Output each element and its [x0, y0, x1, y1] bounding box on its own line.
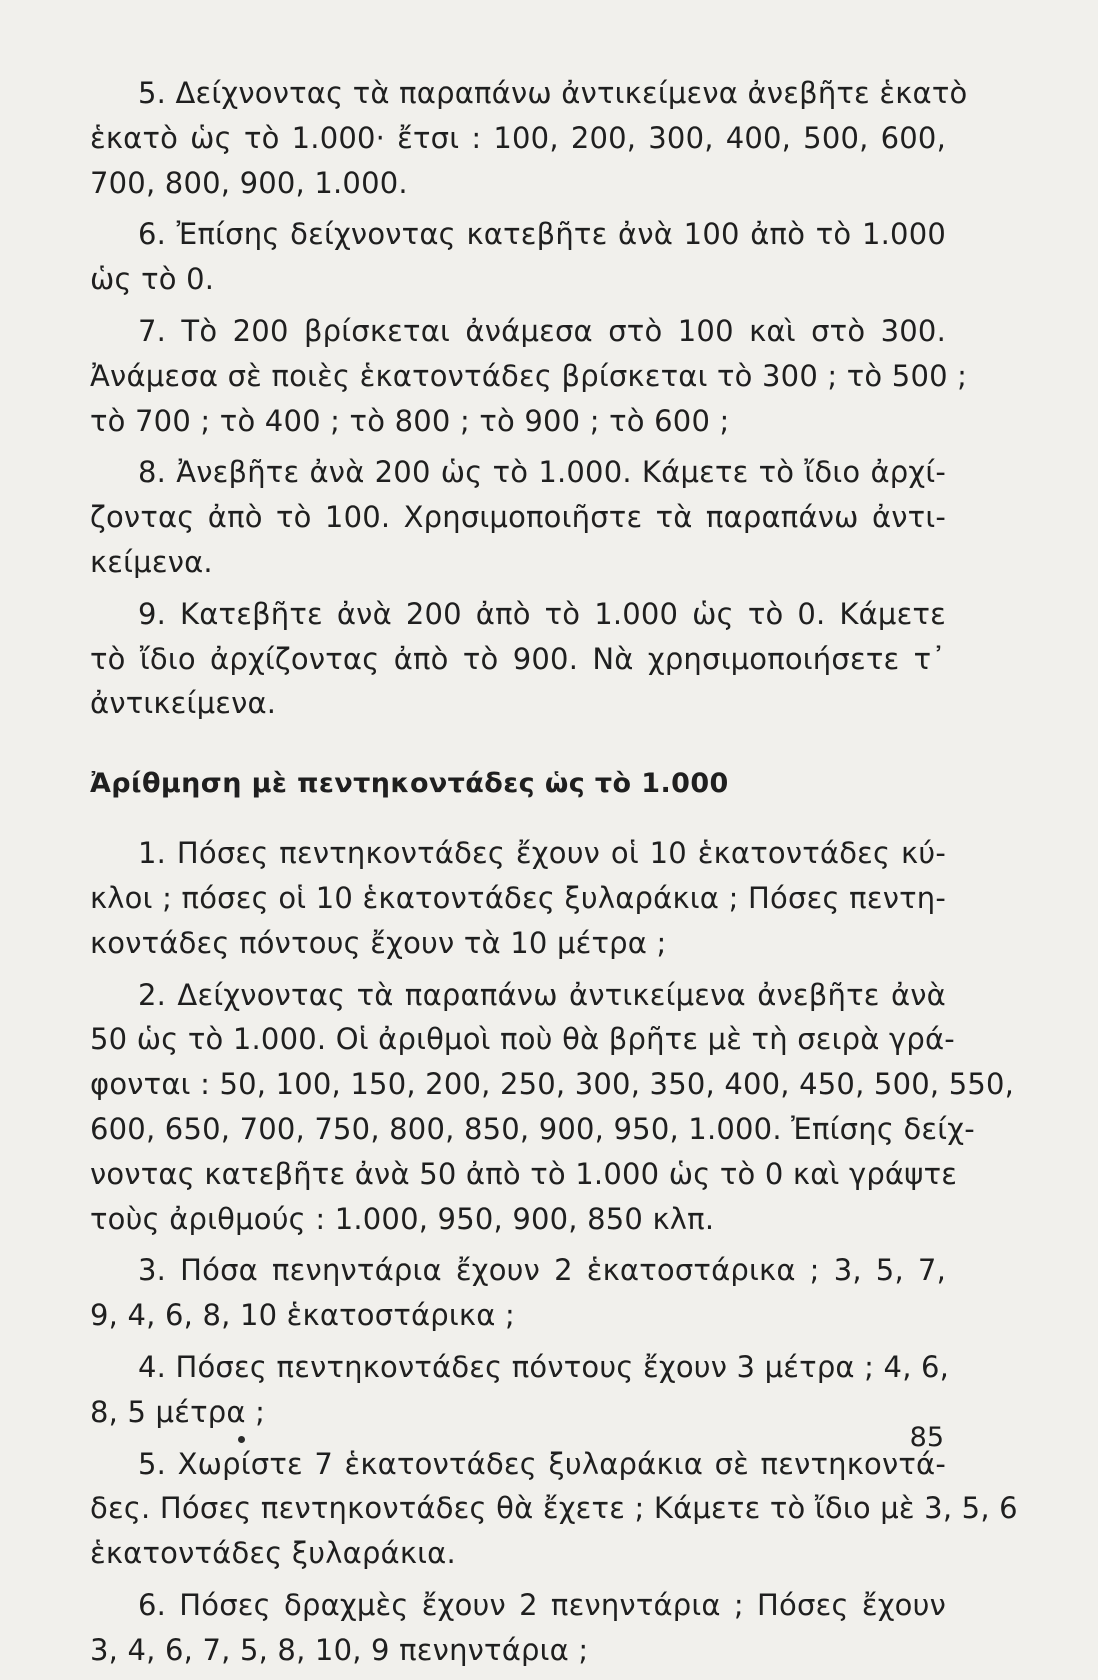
text-line: νοντας κατεβῆτε ἀνὰ 50 ἀπὸ τὸ 1.000 ὡς τὸ 0 καὶ γράψτε — [90, 1156, 958, 1191]
exercise-paragraph — [90, 1442, 1018, 1576]
text-line: ἀντικείμενα. — [90, 686, 277, 721]
text-line: 6. Πόσες δραχμὲς ἔχουν 2 πενηντάρια ; Πόσες ἔχουν — [138, 1587, 946, 1622]
text-line: ἑκατὸ ὡς τὸ 1.000· ἔτσι : 100, 200, 300, 400, 500, 600, — [90, 120, 946, 155]
exercise-paragraph — [90, 309, 968, 443]
exercise-paragraph — [90, 1345, 950, 1435]
text-line: 2. Δείχνοντας τὰ παραπάνω ἀντικείμενα ἀνεβῆτε ἀνὰ — [138, 977, 946, 1012]
text-block — [90, 71, 1018, 1680]
exercise-paragraph — [90, 1583, 946, 1673]
text-line: 5. Χωρίστε 7 ἑκατοντάδες ξυλαράκια σὲ πεντηκοντά- — [138, 1446, 946, 1481]
exercise-paragraph — [90, 71, 968, 205]
exercise-paragraph — [90, 831, 946, 965]
text-line: 600, 650, 700, 750, 800, 850, 900, 950, 1.000. Ἐπίσης δείχ- — [90, 1111, 975, 1146]
text-line: 6. Ἐπίσης δείχνοντας κατεβῆτε ἀνὰ 100 ἀπὸ τὸ 1.000 — [138, 217, 946, 252]
text-line: 7. Τὸ 200 βρίσκεται ἀνάμεσα στὸ 100 καὶ στὸ 300. — [138, 313, 946, 348]
exercise-paragraph — [90, 450, 946, 584]
text-line: κλοι ; πόσες οἱ 10 ἑκατοντάδες ξυλαράκια ; Πόσες πεντη- — [90, 880, 946, 915]
text-line: 1. Πόσες πεντηκοντάδες ἔχουν οἱ 10 ἑκατοντάδες κύ- — [138, 836, 946, 871]
text-line: 700, 800, 900, 1.000. — [90, 165, 408, 200]
text-line: τοὺς ἀριθμούς : 1.000, 950, 900, 850 κλπ. — [90, 1201, 715, 1236]
text-line: 8, 5 μέτρα ; — [90, 1394, 266, 1429]
text-line: κοντάδες πόντους ἔχουν τὰ 10 μέτρα ; — [90, 925, 667, 960]
text-line: ὡς τὸ 0. — [90, 262, 215, 297]
text-line: 3, 4, 6, 7, 5, 8, 10, 9 πενηντάρια ; — [90, 1632, 589, 1667]
text-line: κείμενα. — [90, 544, 213, 579]
section-heading: Ἀρίθμηση μὲ πεντηκοντάδες ὡς τὸ 1.000 — [90, 768, 729, 800]
exercise-paragraph — [90, 1248, 946, 1338]
text-line: 9, 4, 6, 8, 10 ἑκατοστάρικα ; — [90, 1298, 515, 1333]
text-line: 5. Δείχνοντας τὰ παραπάνω ἀντικείμενα ἀνεβῆτε ἑκατὸ — [138, 76, 968, 110]
exercise-paragraph — [90, 212, 946, 302]
section-1 — [90, 71, 968, 726]
exercise-paragraph — [90, 973, 1015, 1242]
text-line: 3. Πόσα πενηντάρια ἔχουν 2 ἑκατοστάρικα ; 3, 5, 7, — [138, 1253, 946, 1288]
bullet-dot — [238, 1436, 245, 1443]
text-line: 8. Ἀνεβῆτε ἀνὰ 200 ὡς τὸ 1.000. Κάμετε τὸ ἴδιο ἀρχί- — [138, 455, 946, 490]
exercise-paragraph — [90, 592, 946, 726]
text-line: ἑκατοντάδες ξυλαράκια. — [90, 1536, 456, 1571]
text-line: 4. Πόσες πεντηκοντάδες πόντους ἔχουν 3 μέτρα ; 4, 6, — [138, 1349, 950, 1384]
text-line: φονται : 50, 100, 150, 200, 250, 300, 350, 400, 450, 500, 550, — [90, 1067, 1015, 1102]
text-line: 9. Κατεβῆτε ἀνὰ 200 ἀπὸ τὸ 1.000 ὡς τὸ 0. Κάμετε — [138, 596, 946, 631]
text-line: Ἀνάμεσα σὲ ποιὲς ἑκατοντάδες βρίσκεται τὸ 300 ; τὸ 500 ; — [90, 358, 968, 393]
text-line: τὸ 700 ; τὸ 400 ; τὸ 800 ; τὸ 900 ; τὸ 600 ; — [90, 403, 730, 438]
text-line: τὸ ἴδιο ἀρχίζοντας ἀπὸ τὸ 900. Νὰ χρησιμοποιήσετε τ᾽ — [90, 641, 946, 676]
text-line: ζοντας ἀπὸ τὸ 100. Χρησιμοποιῆστε τὰ παραπάνω ἀντι- — [90, 500, 946, 535]
page-number: 85 — [909, 1422, 944, 1453]
section-2 — [90, 764, 1018, 1672]
text-line: 50 ὡς τὸ 1.000. Οἱ ἀριθμοὶ ποὺ θὰ βρῆτε μὲ τὴ σειρὰ γρά- — [90, 1022, 955, 1057]
text-line: δες. Πόσες πεντηκοντάδες θὰ ἔχετε ; Κάμετε τὸ ἴδιο μὲ 3, 5, 6 — [90, 1491, 1018, 1526]
